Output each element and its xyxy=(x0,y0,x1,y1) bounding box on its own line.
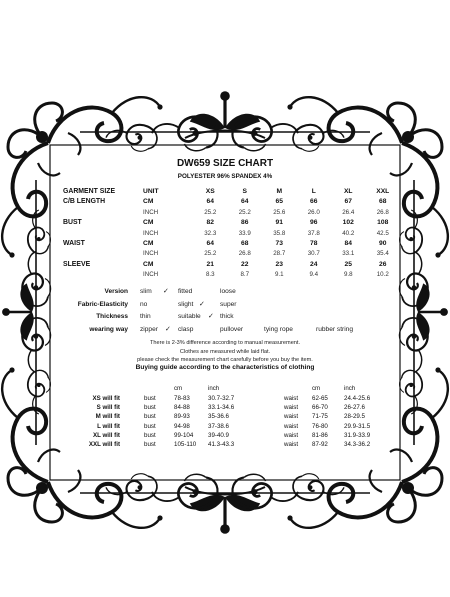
bust-inch-value: 33.1-34.6 xyxy=(208,404,235,412)
waist-cm-header: cm xyxy=(312,385,321,392)
row-unit: INCH xyxy=(143,271,159,279)
fit-label: XXL will fit xyxy=(88,441,120,448)
bust-cm-value: 105-110 xyxy=(174,441,197,448)
table-cell: 22 xyxy=(241,260,249,268)
waist-label: waist xyxy=(284,413,299,421)
table-row xyxy=(63,270,400,280)
check-icon: ✓ xyxy=(208,313,214,320)
table-cell: 26.8 xyxy=(376,208,389,216)
row-unit: CM xyxy=(143,198,154,206)
table-cell: 25.2 xyxy=(238,208,251,216)
table-cell: 96 xyxy=(310,219,318,227)
table-cell: 32.3 xyxy=(204,229,217,237)
table-cell: 24 xyxy=(310,260,318,268)
table-cell: 68 xyxy=(379,198,387,206)
bust-cm-value: 94-98 xyxy=(174,422,190,430)
bust-inch-value: 30.7-32.7 xyxy=(208,395,235,402)
waist-cm-value: 62-65 xyxy=(312,395,328,402)
elasticity-row xyxy=(78,299,378,312)
table-cell: 42.5 xyxy=(376,229,389,237)
table-cell: 64 xyxy=(206,240,214,248)
table-cell: 26.0 xyxy=(307,208,320,216)
table-cell: 9.1 xyxy=(274,271,284,279)
fit-label: S will fit xyxy=(96,404,120,412)
thickness-option-thick: thick xyxy=(220,313,234,320)
header-size: L xyxy=(311,188,316,195)
waist-inch-value: 28-29.5 xyxy=(344,413,365,421)
elasticity-label: Fabric-Elasticity xyxy=(77,300,128,308)
waist-cm-value: 71-75 xyxy=(312,413,328,421)
row-label: C/B LENGTH xyxy=(63,198,106,206)
note-laid-flat: Clothes are measured while laid flat. xyxy=(179,349,271,355)
table-row xyxy=(63,218,400,228)
wearing-option-pullover: pullover xyxy=(220,325,244,333)
table-cell: 8.7 xyxy=(240,271,250,279)
waist-cm-value: 81-86 xyxy=(312,431,328,439)
check-icon: ✓ xyxy=(165,325,171,333)
elasticity-option-super: super xyxy=(220,300,237,308)
bust-cm-value: 78-83 xyxy=(174,395,190,402)
waist-label: waist xyxy=(284,404,299,412)
header-garment-size: GARMENT SIZE xyxy=(63,188,116,195)
bust-label: bust xyxy=(144,404,156,412)
version-label: Version xyxy=(104,288,128,295)
table-cell: 84 xyxy=(344,240,352,248)
bust-cm-value: 84-88 xyxy=(174,404,190,412)
table-cell: 40.2 xyxy=(342,229,355,237)
version-option-loose: loose xyxy=(220,288,236,295)
waist-inch-value: 31.9-33.9 xyxy=(344,431,371,439)
row-label: BUST xyxy=(63,219,82,227)
header-unit: UNIT xyxy=(143,188,159,195)
fit-label: XL will fit xyxy=(92,431,120,439)
bust-label: bust xyxy=(144,431,156,439)
table-cell: 102 xyxy=(342,219,354,227)
bust-label: bust xyxy=(144,441,156,448)
table-cell: 73 xyxy=(275,240,283,248)
waist-inch-value: 34.3-36.2 xyxy=(344,441,371,448)
wearing-way-row xyxy=(78,324,378,337)
note-measurement-difference: There is 2-3% difference according to manual measurement. xyxy=(149,340,301,346)
row-label: SLEEVE xyxy=(63,260,91,268)
buying-guide-title: Buying guide according to the characteristics of clothing xyxy=(135,364,315,371)
table-cell: 21 xyxy=(206,260,214,268)
bust-label: bust xyxy=(144,422,156,430)
table-cell: 86 xyxy=(241,219,249,227)
guide-row xyxy=(66,423,406,433)
waist-label: waist xyxy=(284,441,299,448)
table-cell: 28.7 xyxy=(273,250,286,258)
waist-label: waist xyxy=(284,431,299,439)
thickness-label: Thickness xyxy=(96,313,128,320)
table-cell: 90 xyxy=(379,240,387,248)
guide-row xyxy=(66,404,406,414)
size-chart-table xyxy=(63,187,400,281)
wearing-option-clasp: clasp xyxy=(178,325,194,333)
page-title: DW659 SIZE CHART xyxy=(176,158,274,169)
guide-row xyxy=(66,413,406,423)
table-cell: 8.3 xyxy=(205,271,215,279)
header-size: XXL xyxy=(376,188,390,195)
table-cell: 33.9 xyxy=(238,229,251,237)
table-cell: 25.2 xyxy=(204,208,217,216)
bust-inch-header: inch xyxy=(208,385,220,392)
row-unit: CM xyxy=(143,260,154,268)
table-cell: 68 xyxy=(241,240,249,248)
fit-label: XS will fit xyxy=(92,395,120,402)
table-cell: 30.7 xyxy=(307,250,320,258)
table-cell: 78 xyxy=(310,240,318,248)
bust-cm-header: cm xyxy=(174,385,183,392)
row-unit: CM xyxy=(143,240,154,248)
table-cell: 23 xyxy=(275,260,283,268)
waist-cm-value: 87-92 xyxy=(312,441,328,448)
fit-label: L will fit xyxy=(97,422,120,430)
table-row xyxy=(63,249,400,259)
elasticity-option-no: no xyxy=(140,300,148,308)
bust-inch-value: 35-36.6 xyxy=(208,413,229,421)
buying-guide-table xyxy=(66,385,396,455)
note-check-chart: please check the measurement chart carefully before you buy the item. xyxy=(137,357,313,363)
table-header-row xyxy=(63,187,400,197)
table-cell: 108 xyxy=(377,219,389,227)
table-row xyxy=(63,260,400,270)
bust-inch-value: 37-38.6 xyxy=(208,422,229,430)
waist-inch-header: inch xyxy=(344,385,356,392)
row-unit: INCH xyxy=(143,229,159,237)
version-row xyxy=(78,286,378,299)
table-cell: 26.8 xyxy=(238,250,251,258)
table-cell: 26.4 xyxy=(342,208,355,216)
bust-label: bust xyxy=(144,413,156,421)
guide-row xyxy=(66,395,406,405)
version-option-fitted: fitted xyxy=(178,288,193,295)
table-cell: 67 xyxy=(344,198,352,206)
waist-inch-value: 26-27.6 xyxy=(344,404,365,412)
table-cell: 9.4 xyxy=(309,271,319,279)
waist-label: waist xyxy=(284,422,299,430)
table-cell: 25 xyxy=(344,260,352,268)
waist-cm-value: 66-70 xyxy=(312,404,328,412)
row-label xyxy=(63,229,143,239)
table-cell: 35.8 xyxy=(273,229,286,237)
bust-inch-value: 39-40.9 xyxy=(208,431,229,439)
table-cell: 9.8 xyxy=(343,271,353,279)
header-size: S xyxy=(242,188,247,195)
table-cell: 35.4 xyxy=(376,250,389,258)
version-option-slim: slim xyxy=(140,288,152,295)
wearing-option-zipper: zipper xyxy=(140,325,158,333)
header-size: XS xyxy=(205,188,215,195)
wearing-option-tying-rope: tying rope xyxy=(264,325,293,333)
guide-row xyxy=(66,432,406,442)
waist-inch-value: 29.9-31.5 xyxy=(344,422,371,430)
guide-row xyxy=(66,441,406,451)
header-size: XL xyxy=(343,188,353,195)
table-cell: 82 xyxy=(206,219,214,227)
table-cell: 37.8 xyxy=(307,229,320,237)
table-cell: 33.1 xyxy=(342,250,355,258)
fit-label: M will fit xyxy=(95,413,120,421)
table-cell: 64 xyxy=(241,198,249,206)
table-cell: 65 xyxy=(275,198,283,206)
bust-inch-value: 41.3-43.3 xyxy=(208,441,235,448)
table-cell: 25.6 xyxy=(273,208,286,216)
row-label xyxy=(63,208,143,218)
bust-cm-value: 99-104 xyxy=(174,431,194,439)
table-row xyxy=(63,229,400,239)
wearing-option-rubber-string: rubber string xyxy=(316,325,354,333)
bust-label: bust xyxy=(144,395,156,402)
table-row xyxy=(63,208,400,218)
table-cell: 10.2 xyxy=(376,271,389,279)
table-cell: 91 xyxy=(275,219,283,227)
table-cell: 64 xyxy=(206,198,214,206)
thickness-row xyxy=(78,311,378,324)
table-cell: 66 xyxy=(310,198,318,206)
table-cell: 25.2 xyxy=(204,250,217,258)
table-row xyxy=(63,197,400,207)
thickness-option-suitable: suitable xyxy=(178,313,201,320)
header-size: M xyxy=(276,188,283,195)
thickness-option-thin: thin xyxy=(140,313,151,320)
garment-properties xyxy=(78,286,378,336)
material-composition: POLYESTER 96% SPANDEX 4% xyxy=(177,173,273,180)
bust-cm-value: 89-93 xyxy=(174,413,190,421)
row-label xyxy=(63,270,143,280)
table-cell: 26 xyxy=(379,260,387,268)
row-label xyxy=(63,249,143,259)
row-unit: INCH xyxy=(143,208,159,216)
wearing-way-label: wearing way xyxy=(89,325,128,333)
check-icon: ✓ xyxy=(163,288,169,295)
row-unit: CM xyxy=(143,219,154,227)
waist-cm-value: 76-80 xyxy=(312,422,328,430)
elasticity-option-slight: slight xyxy=(178,300,194,308)
waist-label: waist xyxy=(284,395,299,402)
row-unit: INCH xyxy=(143,250,159,258)
check-icon: ✓ xyxy=(199,300,205,308)
waist-inch-value: 24.4-25.6 xyxy=(344,395,371,402)
row-label: WAIST xyxy=(63,240,85,248)
table-row xyxy=(63,239,400,249)
